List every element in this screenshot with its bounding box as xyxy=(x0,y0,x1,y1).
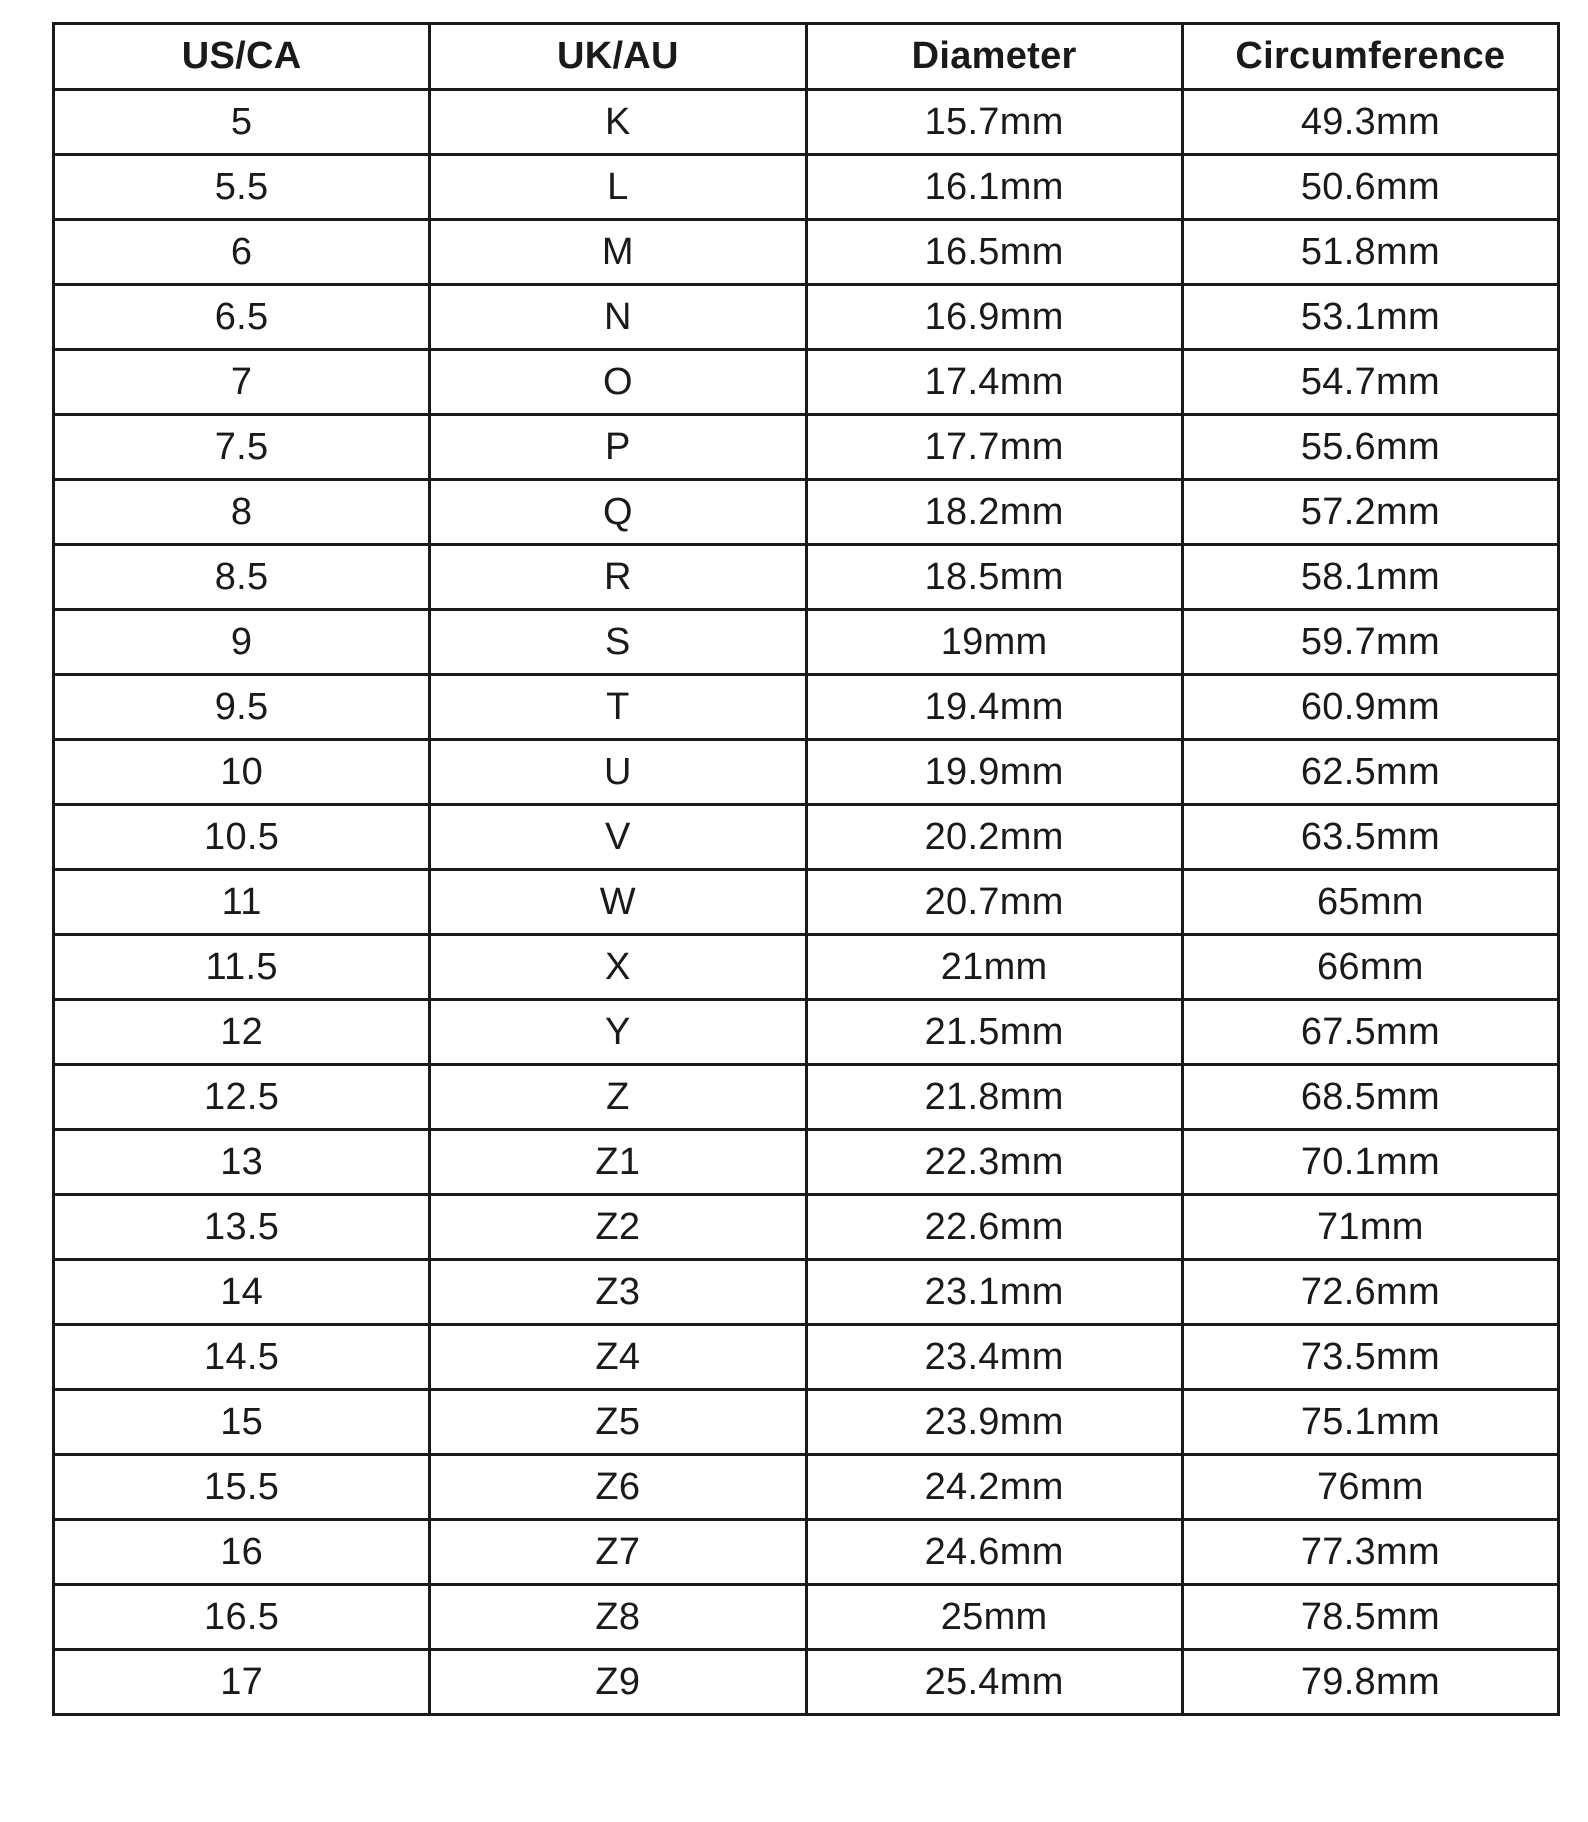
circumference-cell: 66mm xyxy=(1182,935,1558,1000)
circumference-cell: 54.7mm xyxy=(1182,350,1558,415)
us-ca-cell: 5 xyxy=(54,90,430,155)
diameter-cell: 21.5mm xyxy=(806,1000,1182,1065)
circumference-cell: 55.6mm xyxy=(1182,415,1558,480)
diameter-cell: 19.4mm xyxy=(806,675,1182,740)
circumference-cell: 77.3mm xyxy=(1182,1520,1558,1585)
circumference-cell: 49.3mm xyxy=(1182,90,1558,155)
table-row xyxy=(54,1325,1559,1390)
us-ca-cell: 8 xyxy=(54,480,430,545)
uk-au-cell: Z2 xyxy=(430,1195,806,1260)
us-ca-cell: 13.5 xyxy=(54,1195,430,1260)
us-ca-cell: 10.5 xyxy=(54,805,430,870)
table-row xyxy=(54,1650,1559,1715)
uk-au-cell: S xyxy=(430,610,806,675)
table-row xyxy=(54,1455,1559,1520)
circumference-cell: 60.9mm xyxy=(1182,675,1558,740)
us-ca-cell: 16.5 xyxy=(54,1585,430,1650)
table-row xyxy=(54,1390,1559,1455)
us-ca-cell: 7 xyxy=(54,350,430,415)
circumference-cell: 75.1mm xyxy=(1182,1390,1558,1455)
diameter-cell: 21.8mm xyxy=(806,1065,1182,1130)
header-circumference: Circumference xyxy=(1182,24,1558,90)
diameter-cell: 17.4mm xyxy=(806,350,1182,415)
circumference-cell: 70.1mm xyxy=(1182,1130,1558,1195)
us-ca-cell: 6 xyxy=(54,220,430,285)
table-body xyxy=(54,90,1559,1715)
header-row xyxy=(54,24,1559,90)
diameter-cell: 15.7mm xyxy=(806,90,1182,155)
uk-au-cell: T xyxy=(430,675,806,740)
table-row xyxy=(54,155,1559,220)
uk-au-cell: P xyxy=(430,415,806,480)
us-ca-cell: 8.5 xyxy=(54,545,430,610)
diameter-cell: 17.7mm xyxy=(806,415,1182,480)
uk-au-cell: Z5 xyxy=(430,1390,806,1455)
table-row xyxy=(54,1000,1559,1065)
diameter-cell: 16.9mm xyxy=(806,285,1182,350)
diameter-cell: 19.9mm xyxy=(806,740,1182,805)
us-ca-cell: 14 xyxy=(54,1260,430,1325)
table-row xyxy=(54,805,1559,870)
table-row xyxy=(54,1195,1559,1260)
uk-au-cell: Y xyxy=(430,1000,806,1065)
diameter-cell: 21mm xyxy=(806,935,1182,1000)
table-row xyxy=(54,90,1559,155)
table-row xyxy=(54,220,1559,285)
table-row xyxy=(54,1260,1559,1325)
us-ca-cell: 13 xyxy=(54,1130,430,1195)
diameter-cell: 23.4mm xyxy=(806,1325,1182,1390)
uk-au-cell: Z7 xyxy=(430,1520,806,1585)
uk-au-cell: V xyxy=(430,805,806,870)
us-ca-cell: 9.5 xyxy=(54,675,430,740)
table-row xyxy=(54,1585,1559,1650)
circumference-cell: 53.1mm xyxy=(1182,285,1558,350)
table-row xyxy=(54,285,1559,350)
us-ca-cell: 5.5 xyxy=(54,155,430,220)
circumference-cell: 79.8mm xyxy=(1182,1650,1558,1715)
circumference-cell: 59.7mm xyxy=(1182,610,1558,675)
table-row xyxy=(54,415,1559,480)
us-ca-cell: 6.5 xyxy=(54,285,430,350)
ring-size-chart xyxy=(52,22,1560,1716)
uk-au-cell: O xyxy=(430,350,806,415)
uk-au-cell: R xyxy=(430,545,806,610)
uk-au-cell: Z8 xyxy=(430,1585,806,1650)
header-diameter: Diameter xyxy=(806,24,1182,90)
diameter-cell: 16.5mm xyxy=(806,220,1182,285)
diameter-cell: 16.1mm xyxy=(806,155,1182,220)
table-row xyxy=(54,1520,1559,1585)
ring-size-table xyxy=(52,22,1560,1716)
us-ca-cell: 12.5 xyxy=(54,1065,430,1130)
diameter-cell: 22.3mm xyxy=(806,1130,1182,1195)
uk-au-cell: Z6 xyxy=(430,1455,806,1520)
diameter-cell: 24.2mm xyxy=(806,1455,1182,1520)
circumference-cell: 76mm xyxy=(1182,1455,1558,1520)
uk-au-cell: Z3 xyxy=(430,1260,806,1325)
us-ca-cell: 12 xyxy=(54,1000,430,1065)
circumference-cell: 73.5mm xyxy=(1182,1325,1558,1390)
circumference-cell: 57.2mm xyxy=(1182,480,1558,545)
table-row xyxy=(54,1130,1559,1195)
table-row xyxy=(54,545,1559,610)
diameter-cell: 20.7mm xyxy=(806,870,1182,935)
circumference-cell: 63.5mm xyxy=(1182,805,1558,870)
diameter-cell: 18.5mm xyxy=(806,545,1182,610)
diameter-cell: 18.2mm xyxy=(806,480,1182,545)
uk-au-cell: Q xyxy=(430,480,806,545)
us-ca-cell: 11 xyxy=(54,870,430,935)
uk-au-cell: Z4 xyxy=(430,1325,806,1390)
circumference-cell: 51.8mm xyxy=(1182,220,1558,285)
circumference-cell: 67.5mm xyxy=(1182,1000,1558,1065)
table-row xyxy=(54,1065,1559,1130)
diameter-cell: 20.2mm xyxy=(806,805,1182,870)
diameter-cell: 23.1mm xyxy=(806,1260,1182,1325)
circumference-cell: 50.6mm xyxy=(1182,155,1558,220)
table-row xyxy=(54,480,1559,545)
uk-au-cell: Z1 xyxy=(430,1130,806,1195)
table-row xyxy=(54,740,1559,805)
us-ca-cell: 16 xyxy=(54,1520,430,1585)
us-ca-cell: 7.5 xyxy=(54,415,430,480)
header-us-ca: US/CA xyxy=(54,24,430,90)
circumference-cell: 68.5mm xyxy=(1182,1065,1558,1130)
us-ca-cell: 10 xyxy=(54,740,430,805)
diameter-cell: 24.6mm xyxy=(806,1520,1182,1585)
uk-au-cell: N xyxy=(430,285,806,350)
us-ca-cell: 15 xyxy=(54,1390,430,1455)
circumference-cell: 72.6mm xyxy=(1182,1260,1558,1325)
circumference-cell: 62.5mm xyxy=(1182,740,1558,805)
uk-au-cell: K xyxy=(430,90,806,155)
uk-au-cell: M xyxy=(430,220,806,285)
diameter-cell: 19mm xyxy=(806,610,1182,675)
table-row xyxy=(54,675,1559,740)
table-row xyxy=(54,350,1559,415)
table-row xyxy=(54,935,1559,1000)
table-row xyxy=(54,610,1559,675)
circumference-cell: 65mm xyxy=(1182,870,1558,935)
uk-au-cell: W xyxy=(430,870,806,935)
uk-au-cell: L xyxy=(430,155,806,220)
diameter-cell: 25mm xyxy=(806,1585,1182,1650)
header-uk-au: UK/AU xyxy=(430,24,806,90)
circumference-cell: 71mm xyxy=(1182,1195,1558,1260)
uk-au-cell: Z9 xyxy=(430,1650,806,1715)
diameter-cell: 25.4mm xyxy=(806,1650,1182,1715)
us-ca-cell: 17 xyxy=(54,1650,430,1715)
us-ca-cell: 14.5 xyxy=(54,1325,430,1390)
diameter-cell: 23.9mm xyxy=(806,1390,1182,1455)
uk-au-cell: X xyxy=(430,935,806,1000)
circumference-cell: 58.1mm xyxy=(1182,545,1558,610)
us-ca-cell: 9 xyxy=(54,610,430,675)
us-ca-cell: 11.5 xyxy=(54,935,430,1000)
diameter-cell: 22.6mm xyxy=(806,1195,1182,1260)
us-ca-cell: 15.5 xyxy=(54,1455,430,1520)
uk-au-cell: U xyxy=(430,740,806,805)
circumference-cell: 78.5mm xyxy=(1182,1585,1558,1650)
table-row xyxy=(54,870,1559,935)
table-header xyxy=(54,24,1559,90)
uk-au-cell: Z xyxy=(430,1065,806,1130)
